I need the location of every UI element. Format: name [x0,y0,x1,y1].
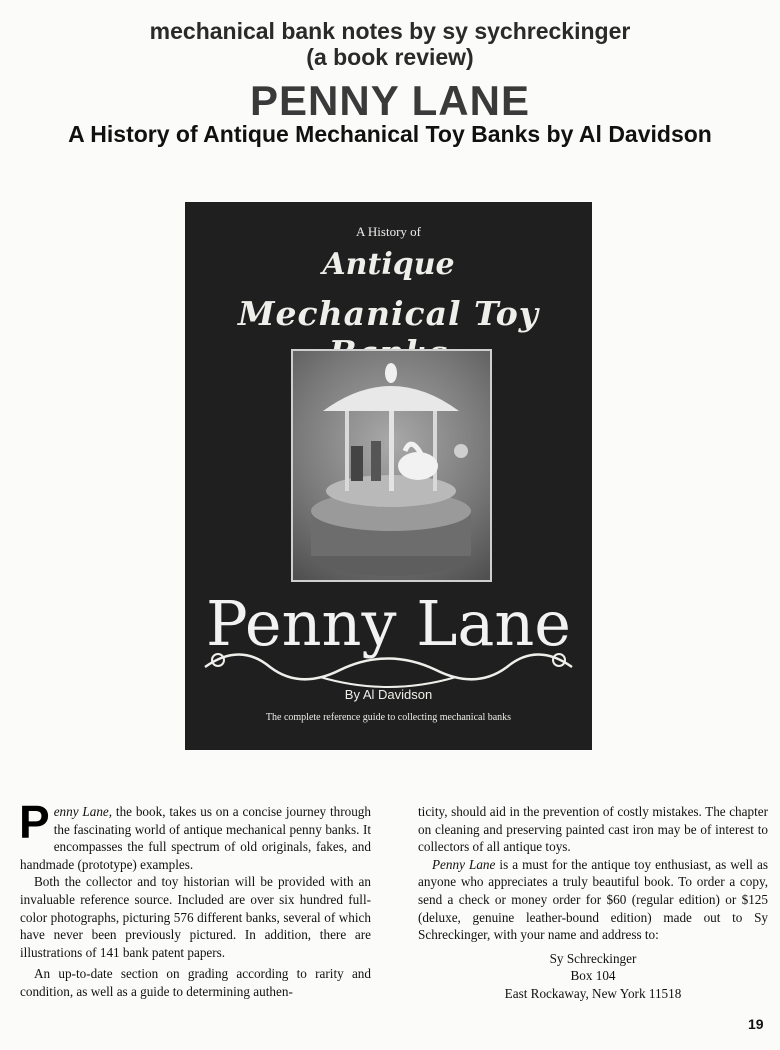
paragraph-4-text: is a must for the antique toy enthusiast, as well as anyone who appreciates a truly beautiful book. To order a copy, send a check or money order for $60 (regular edition) or $125 (deluxe, genuine leather-bound edition) made out to Sy Schreckinger, with your name and address to: [418,856,769,943]
page-number: 19 [748,1016,764,1032]
cover-antique-text: Antique [322,247,455,282]
carousel-bank-photo [291,349,492,582]
cover-author: By Al Davidson [344,687,433,702]
article-column-right [418,803,768,1003]
paragraph-3-continued: ticity, should aid in the prevention of costly mistakes. The chapter on cleaning and preserving painted cast iron may be of interest to collectors of all antique toys. [418,804,768,855]
book-title: PENNY LANE [250,77,530,124]
paragraph-3: An up-to-date section on grading according to rarity and condition, as well as a guide to determining authen- [20,966,371,999]
mailing-address [418,950,768,1003]
paragraph-2: Both the collector and toy historian will be provided with an invaluable reference source. Included are over six hundred full-color photographs, picturing 576 different banks, several of which have never been previously pictured. In addition, there are illustrations of 141 bank patent papers. [20,874,371,960]
cover-top-text: A History of [356,224,421,239]
paragraph-1 [19,796,371,873]
drop-cap: P [19,796,50,848]
address-city: East Rockaway, New York 11518 [504,985,682,1001]
cover-flourish [200,642,577,692]
book-title-italic: Penny Lane [432,856,496,872]
column-heading: mechanical bank notes by sy sychreckinger [149,18,631,44]
book-subtitle: A History of Antique Mechanical Toy Banks by Al Davidson [68,121,712,147]
cover-title: Penny Lane [206,587,571,660]
address-box: Box 104 [570,968,616,984]
address-name: Sy Schreckinger [549,950,637,966]
book-cover-image [185,202,592,750]
cover-tagline: The complete reference guide to collecting mechanical banks [265,712,512,723]
book-title-italic: enny Lane, [53,804,113,819]
article-column-left [19,796,371,1001]
cover-mechanical-text: Mechanical Toy [238,294,539,333]
paragraph-1-text: the book, takes us on a concise journey through the fascinating world of antique mechanical penny banks. It encompasses the full spectrum of old originals, fakes, and handmade (prototype) examples. [20,804,371,872]
column-subheading: (a book review) [306,44,474,70]
paragraph-4 [418,856,768,944]
